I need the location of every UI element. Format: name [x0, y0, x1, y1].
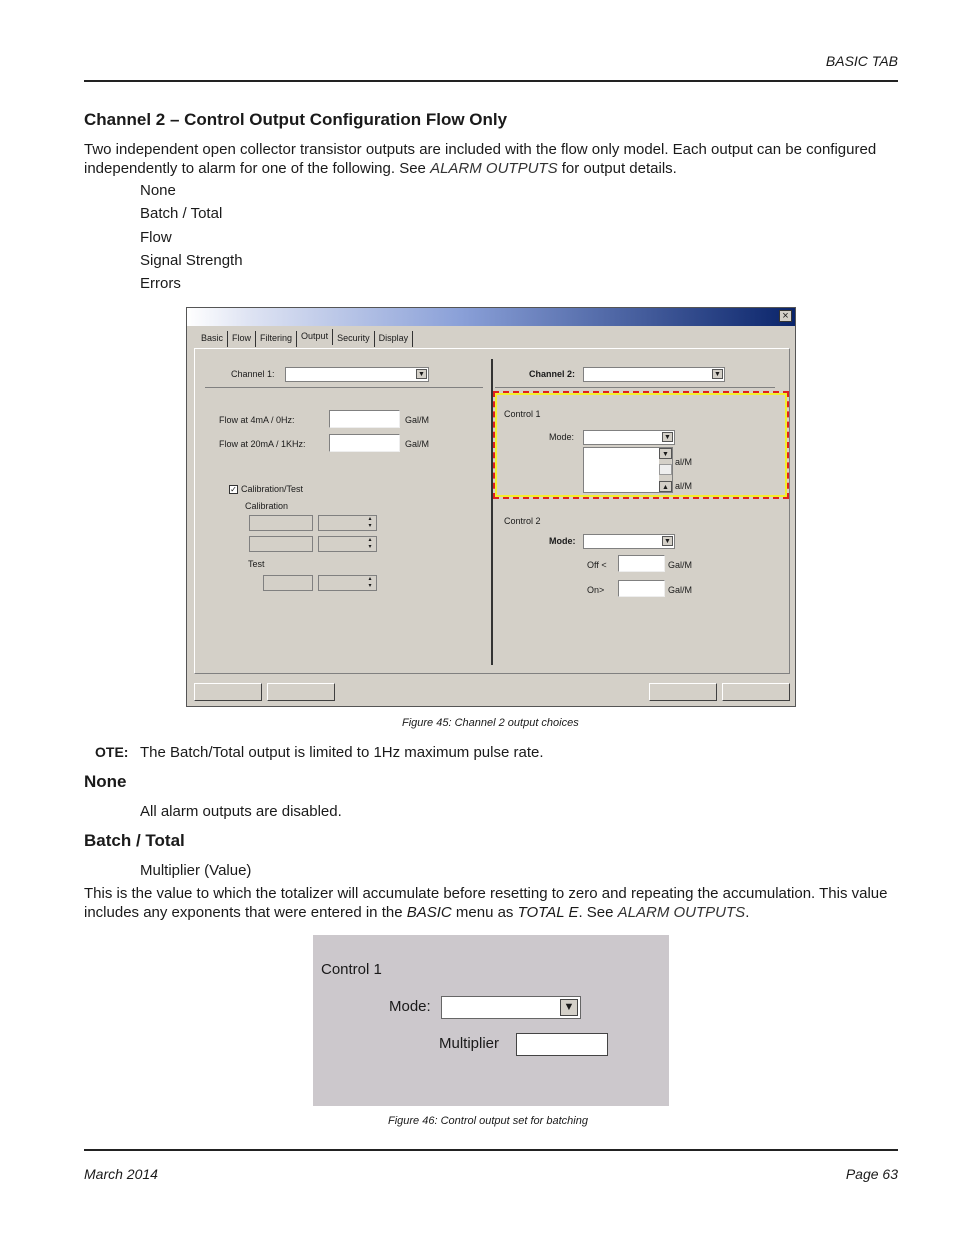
intro-line-2b: for output details. — [557, 160, 677, 177]
control1-units-1: al/M — [675, 457, 693, 467]
dialog-button-4[interactable] — [722, 683, 790, 701]
channel2-select[interactable] — [583, 367, 725, 382]
intro-paragraph — [84, 140, 904, 178]
chevron-down-icon[interactable]: ▼ — [416, 369, 427, 379]
control1-mode-select[interactable] — [583, 430, 675, 445]
footer-rule — [84, 1149, 898, 1151]
channel2-label: Channel 2: — [529, 369, 576, 379]
none-text: All alarm outputs are disabled. — [140, 803, 342, 820]
batch-line-2d: . — [745, 904, 750, 921]
control2-label: Control 2 — [504, 516, 541, 526]
total-e-term: TOTAL E — [517, 904, 579, 921]
fig46-control1-label: Control 1 — [321, 961, 382, 978]
intro-line-1: Two independent open collector transistor outputs are included with the flow only model. Each output can be configured — [84, 141, 877, 158]
spin-up-icon[interactable]: ▴ — [368, 537, 372, 543]
channel1-label: Channel 1: — [231, 369, 275, 379]
tab-filtering[interactable]: Filtering — [256, 331, 297, 347]
spin-down-icon[interactable]: ▾ — [368, 583, 372, 589]
spin-up-icon[interactable]: ▴ — [368, 576, 372, 582]
control1-mode-label: Mode: — [549, 432, 575, 442]
dialog-titlebar[interactable] — [187, 308, 795, 326]
chevron-down-icon[interactable]: ▼ — [662, 536, 673, 546]
batch-line-1: This is the value to which the totalizer will accumulate before resetting to zero and repeating the accumulation. This value — [84, 885, 888, 902]
off-input[interactable] — [618, 555, 665, 572]
list-item: None — [140, 182, 176, 199]
calibration-spinner-2[interactable] — [318, 536, 377, 552]
basic-term: BASIC — [406, 904, 452, 921]
list-item: Signal Strength — [140, 252, 243, 269]
scroll-thumb[interactable] — [659, 464, 672, 475]
on-input[interactable] — [618, 580, 665, 597]
channel1-select[interactable] — [285, 367, 429, 382]
output-dialog — [186, 307, 796, 707]
calibration-field-1[interactable] — [249, 515, 313, 531]
calibration-field-2[interactable] — [249, 536, 313, 552]
scrollbar[interactable] — [659, 448, 672, 492]
divider — [495, 387, 775, 388]
control1-label: Control 1 — [504, 409, 541, 419]
tab-display[interactable]: Display — [375, 331, 414, 347]
note-label: OTE: — [95, 744, 129, 760]
test-label: Test — [248, 559, 265, 569]
control2-mode-select[interactable] — [583, 534, 675, 549]
batch-line-2b: menu as — [451, 904, 518, 921]
flow-4ma-units: Gal/M — [405, 415, 430, 425]
tab-basic[interactable]: Basic — [197, 331, 228, 347]
tab-security[interactable]: Security — [333, 331, 375, 347]
none-heading: None — [84, 772, 127, 791]
test-spinner[interactable] — [318, 575, 377, 591]
intro-line-2a: independently to alarm for one of the following. See — [84, 160, 431, 177]
spin-up-icon[interactable]: ▴ — [368, 516, 372, 522]
calibration-test-label: Calibration/Test — [241, 484, 304, 494]
batch-sub: Multiplier (Value) — [140, 862, 252, 879]
dialog-button-1[interactable] — [194, 683, 262, 701]
fig46-multiplier-input[interactable] — [516, 1033, 608, 1056]
divider — [205, 387, 483, 388]
fig46-mode-label: Mode: — [389, 998, 431, 1015]
section-title: Channel 2 – Control Output Configuration Flow Only — [84, 110, 508, 129]
tab-bar — [197, 331, 413, 347]
close-icon[interactable]: × — [779, 310, 792, 322]
flow-4ma-label: Flow at 4mA / 0Hz: — [219, 415, 295, 425]
note-text: The Batch/Total output is limited to 1Hz maximum pulse rate. — [140, 744, 544, 761]
scroll-down-icon[interactable]: ▼ — [659, 448, 672, 459]
control1-units-2: al/M — [675, 481, 693, 491]
scroll-up-icon[interactable]: ▲ — [659, 481, 672, 492]
batch-line-2c: . See — [578, 904, 618, 921]
list-item: Batch / Total — [140, 205, 223, 222]
flow-20ma-input[interactable] — [329, 434, 400, 452]
calibration-checkbox[interactable]: ✓ — [230, 485, 237, 494]
figure-45-caption: Figure 45: Channel 2 output choices — [402, 717, 579, 729]
output-panel — [194, 348, 790, 674]
test-field[interactable] — [263, 575, 313, 591]
control-output-panel — [313, 935, 669, 1106]
list-item: Errors — [140, 275, 181, 292]
off-units: Gal/M — [668, 560, 693, 570]
batch-paragraph — [84, 884, 914, 922]
header-rule — [84, 80, 898, 82]
calibration-label: Calibration — [245, 501, 289, 511]
fig46-multiplier-label: Multiplier — [439, 1035, 500, 1052]
control1-mode-list[interactable] — [583, 447, 673, 493]
chevron-down-icon[interactable]: ▼ — [560, 999, 578, 1016]
chevron-down-icon[interactable]: ▼ — [712, 369, 723, 379]
footer-date: March 2014 — [84, 1166, 158, 1182]
dialog-button-3[interactable] — [649, 683, 717, 701]
fig46-mode-select[interactable] — [441, 996, 581, 1019]
alarm-outputs-link-2[interactable]: ALARM OUTPUTS — [617, 904, 746, 921]
tab-output[interactable]: Output — [297, 329, 333, 345]
flow-4ma-input[interactable] — [329, 410, 400, 428]
control2-mode-label: Mode: — [549, 536, 576, 546]
flow-20ma-label: Flow at 20mA / 1KHz: — [219, 439, 306, 449]
chevron-down-icon[interactable]: ▼ — [662, 432, 673, 442]
on-label: On> — [587, 585, 605, 595]
header-section-tab: BASIC TAB — [825, 53, 898, 69]
spin-down-icon[interactable]: ▾ — [368, 544, 372, 550]
tab-flow[interactable]: Flow — [228, 331, 256, 347]
footer-page: Page 63 — [845, 1166, 898, 1182]
list-item: Flow — [140, 229, 172, 246]
batch-heading: Batch / Total — [84, 831, 185, 850]
dialog-button-2[interactable] — [267, 683, 335, 701]
alarm-outputs-link[interactable]: ALARM OUTPUTS — [430, 160, 558, 177]
figure-46-caption: Figure 46: Control output set for batching — [388, 1115, 588, 1127]
calibration-spinner-1[interactable] — [318, 515, 377, 531]
on-units: Gal/M — [668, 585, 693, 595]
batch-line-2a: includes any exponents that were entered in the — [84, 904, 407, 921]
spin-down-icon[interactable]: ▾ — [368, 523, 372, 529]
off-label: Off < — [587, 560, 607, 570]
flow-20ma-units: Gal/M — [405, 439, 430, 449]
